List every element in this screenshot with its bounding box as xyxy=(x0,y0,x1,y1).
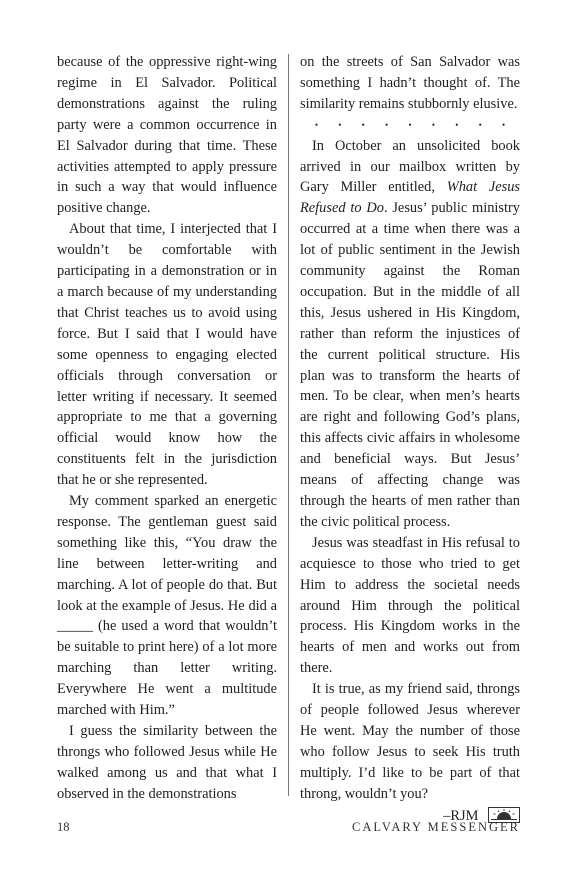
paragraph: About that time, I interjected that I wouldn’t be comfortable with participating in a demonstration or in a march because of my understanding that Christ teaches us to avoid using force. But I said that I would have some openness to engaging elected officials through conversation or letter writing if necessary. It seemed appropriate to me that a governing official would know how the constituents felt in the jurisdiction that he or she represented. xyxy=(57,221,277,489)
left-column xyxy=(57,52,277,805)
page-number: 18 xyxy=(57,820,70,834)
right-column xyxy=(300,52,520,827)
author-signature: –RJM xyxy=(443,807,479,824)
paragraph: I guess the similarity between the throngs who followed Jesus while He walked among us and that what I observed in the demonstrations xyxy=(57,723,277,802)
paragraph-text: . Jesus’ public ministry occurred at a time when there was a lot of public sentiment in the Jewish community against the Roman occupation. But in the middle of all this, Jesus ushered in His Kingdom, rather than reform the injustices of the current political structure. His plan was to transform the hearts of men. To be clear, when men’s hearts are right and following God’s plans, this affects civic affairs in wholesome and beneficial ways. But Jesus’ means of affecting change was through the hearts of men rather than the civic political process. xyxy=(300,200,520,530)
paragraph: My comment sparked an energetic response. The gentleman guest said something like this, “You draw the line between letter-writing and marching. A lot of people do that. But look at the example of Jesus. He did a _____ (he used a word that wouldn’t be suitable to print here) of a lot more marching than letter writing. Everywhere He went a multitude marched with Him.” xyxy=(57,493,277,719)
section-separator: • • • • • • • • • xyxy=(314,119,515,130)
paragraph: on the streets of San Salvador was something I hadn’t thought of. The similarity remains stubbornly elusive. xyxy=(300,54,520,112)
book-title: What Jesus Refused to Do xyxy=(300,179,520,217)
paragraph: Jesus was steadfast in His refusal to acquiesce to those who tried to get Him to address the societal needs around Him through the political process. His Kingdom works in the hearts of men and works out from there. xyxy=(300,534,520,677)
paragraph xyxy=(300,136,520,533)
column-divider xyxy=(288,54,289,796)
paragraph: It is true, as my friend said, throngs of people followed Jesus wherever He went. May the number of those who follow Jesus to seek His truth multiply. I’d like to be part of that throng, wouldn’t you? xyxy=(300,681,520,802)
paragraph-text: In October an unsolicited book arrived in our mailbox written by Gary Miller entitled, xyxy=(300,137,520,196)
paragraph: because of the oppressive right-wing regime in El Salvador. Political demonstrations against the ruling party were a common occurrence in El Salvador during that time. These activities attempted to apply pressure in such a way that would influence positive change. xyxy=(57,54,277,217)
running-title: CALVARY MESSENGER xyxy=(352,820,520,834)
